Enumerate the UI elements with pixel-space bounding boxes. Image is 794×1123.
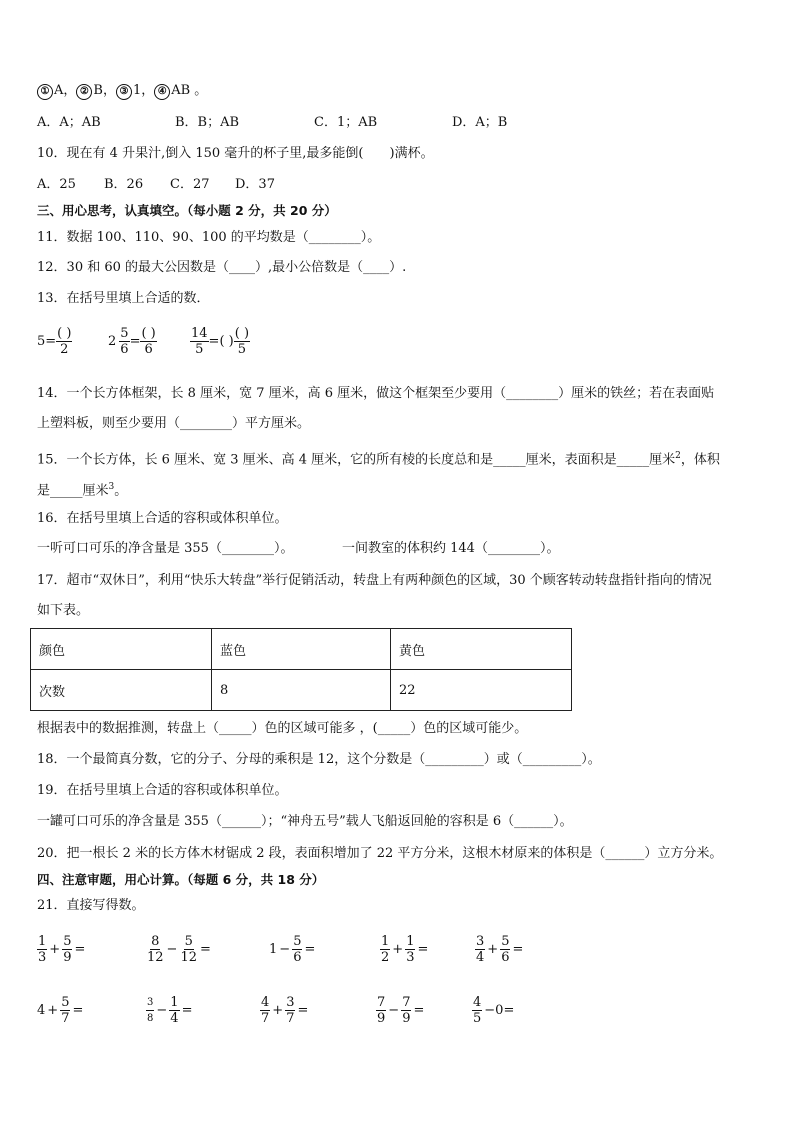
equals: = xyxy=(74,942,86,957)
fraction xyxy=(140,326,156,357)
q21-expr-1 xyxy=(37,934,87,965)
q9-part: 1， xyxy=(132,83,155,98)
superscript: 3 xyxy=(108,482,115,492)
section-4-heading: 四、注意审题，用心计算。（每题 6 分，共 18 分） xyxy=(37,872,325,887)
denominator: 7 xyxy=(261,1011,270,1026)
operator: + xyxy=(487,942,499,957)
q21-expr-10 xyxy=(472,995,516,1026)
q10-text: 10．现在有 4 升果汁,倒入 150 毫升的杯子里,最多能倒( )满杯。 xyxy=(37,146,434,161)
denominator: 9 xyxy=(63,950,72,965)
fraction xyxy=(376,995,386,1026)
q13-text: 13．在括号里填上合适的数． xyxy=(37,291,210,306)
table-row xyxy=(31,629,572,670)
fraction xyxy=(56,326,72,357)
q13-eq-2 xyxy=(108,326,157,357)
fraction xyxy=(179,934,198,965)
fraction xyxy=(285,995,295,1026)
denominator: 12 xyxy=(147,950,164,965)
q21-expr-5 xyxy=(475,934,525,965)
denominator: 4 xyxy=(476,950,485,965)
fraction xyxy=(169,995,179,1026)
equals: = xyxy=(297,1003,309,1018)
q9-option-c[interactable]: C．1；AB xyxy=(314,115,378,130)
equals: = xyxy=(512,942,524,957)
numerator: 7 xyxy=(377,995,386,1010)
operator: + xyxy=(49,942,61,957)
equals: = xyxy=(181,1003,193,1018)
fraction xyxy=(500,934,510,965)
fraction xyxy=(234,326,250,357)
q21-expr-2 xyxy=(146,934,213,965)
numerator: 5 xyxy=(63,934,72,949)
numerator: 4 xyxy=(473,995,482,1010)
q21-expr-7 xyxy=(146,995,194,1026)
q10-option-b[interactable]: B．26 xyxy=(104,177,144,192)
numerator: 7 xyxy=(402,995,411,1010)
numerator: 1 xyxy=(38,934,47,949)
fraction xyxy=(292,934,302,965)
denominator: 7 xyxy=(286,1011,295,1026)
q9-option-a[interactable]: A．A；AB xyxy=(37,115,101,130)
fraction xyxy=(472,995,482,1026)
numerator[interactable]: ( ) xyxy=(234,326,250,341)
operator: − xyxy=(279,942,291,957)
q15-text: 。 xyxy=(114,483,128,499)
whole-number: 4 xyxy=(37,1003,46,1018)
numerator: 5 xyxy=(293,934,302,949)
operator: − xyxy=(166,942,178,957)
numerator: 8 xyxy=(151,934,160,949)
section-3-heading: 三、用心思考，认真填空。（每小题 2 分，共 20 分） xyxy=(37,203,337,218)
table-cell: 8 xyxy=(212,670,391,711)
denominator: 12 xyxy=(180,950,197,965)
q9-stem xyxy=(37,82,207,100)
q21-expr-8 xyxy=(260,995,310,1026)
circled-4: ④ xyxy=(154,84,170,100)
circled-1: ① xyxy=(37,84,53,100)
q16-a: 一听可口可乐的净含量是 355（________）。 xyxy=(37,541,294,556)
numerator: 3 xyxy=(476,934,485,949)
q11-text: 11．数据 100、110、90、100 的平均数是（________）。 xyxy=(37,230,381,245)
blank[interactable]: ( ) xyxy=(219,334,234,349)
q15-line1 xyxy=(37,447,720,469)
fraction xyxy=(475,934,485,965)
equals: = xyxy=(417,942,429,957)
q10-option-c[interactable]: C．27 xyxy=(170,177,210,192)
q17-line2: 如下表。 xyxy=(37,603,90,618)
fraction xyxy=(60,995,70,1026)
q9-part: AB 。 xyxy=(171,83,208,98)
q20-text: 20．把一根长 2 米的长方体木材锯成 2 段，表面积增加了 22 平方分米，这根木材原来的体积是（______）立方分米。 xyxy=(37,846,723,861)
q14-line1: 14．一个长方体框架，长 8 厘米，宽 7 厘米，高 6 厘米，做这个框架至少要用（________）厘米的铁丝；若在表面贴 xyxy=(37,386,715,401)
numerator: 1 xyxy=(381,934,390,949)
denominator: 8 xyxy=(147,1013,154,1024)
operator: + xyxy=(392,942,404,957)
equals: = xyxy=(200,942,211,957)
table-cell: 次数 xyxy=(31,670,212,711)
operator: + xyxy=(272,1003,284,1018)
q17-table xyxy=(30,628,572,711)
numerator: 5 xyxy=(61,995,70,1010)
whole-number: 2 xyxy=(108,334,117,349)
whole-number: 1 xyxy=(269,942,278,957)
fraction xyxy=(146,934,165,965)
fraction xyxy=(146,995,154,1026)
q17-after: 根据表中的数据推测，转盘上（_____）色的区域可能多 ，(_____）色的区域可能少。 xyxy=(37,721,528,736)
numerator: 3 xyxy=(286,995,295,1010)
q21-expr-3 xyxy=(269,934,317,965)
q10-option-d[interactable]: D．37 xyxy=(235,177,275,192)
fraction xyxy=(62,934,72,965)
q15-text: 是_____厘米 xyxy=(37,483,109,499)
denominator: 7 xyxy=(61,1011,70,1026)
table-cell: 黄色 xyxy=(391,629,572,670)
numerator: 5 xyxy=(120,326,129,341)
numerator: 5 xyxy=(501,934,510,949)
table-cell: 22 xyxy=(391,670,572,711)
denominator: 5 xyxy=(473,1011,482,1026)
equals: = xyxy=(304,942,316,957)
operator: − xyxy=(156,1003,168,1018)
q21-expr-9 xyxy=(376,995,426,1026)
denominator: 9 xyxy=(402,1011,411,1026)
q16-text: 16．在括号里填上合适的容积或体积单位。 xyxy=(37,511,288,526)
q10-option-a[interactable]: A．25 xyxy=(37,177,76,192)
fraction xyxy=(380,934,390,965)
q19-text: 19．在括号里填上合适的容积或体积单位。 xyxy=(37,783,288,798)
q9-option-b[interactable]: B．B；AB xyxy=(175,115,240,130)
q17-line1: 17．超市“双休日”，利用“快乐大转盘”举行促销活动，转盘上有两种颜色的区域，30 个顾客转动转盘指针指向的情况 xyxy=(37,573,712,588)
numerator: 14 xyxy=(191,326,208,341)
numerator: 5 xyxy=(184,934,193,949)
denominator: 2 xyxy=(60,342,69,357)
equals: = xyxy=(72,1003,84,1018)
fraction xyxy=(260,995,270,1026)
equals: = xyxy=(413,1003,425,1018)
q13-eq-3 xyxy=(190,326,250,357)
q13-eq-1 xyxy=(37,326,72,357)
denominator: 6 xyxy=(293,950,302,965)
q21-text: 21．直接写得数。 xyxy=(37,898,145,913)
q9-part: A， xyxy=(54,83,77,98)
eq-text: 5= xyxy=(37,334,57,349)
superscript: 2 xyxy=(675,451,681,461)
denominator: 6 xyxy=(501,950,510,965)
table-row xyxy=(31,670,572,711)
denominator: 2 xyxy=(381,950,390,965)
numerator: 1 xyxy=(170,995,179,1010)
denominator: 6 xyxy=(144,342,153,357)
numerator: 1 xyxy=(406,934,415,949)
circled-2: ② xyxy=(76,84,92,100)
denominator: 9 xyxy=(377,1011,386,1026)
operator: + xyxy=(47,1003,59,1018)
table-cell: 蓝色 xyxy=(212,629,391,670)
fraction xyxy=(401,995,411,1026)
denominator: 3 xyxy=(38,950,47,965)
denominator: 6 xyxy=(120,342,129,357)
numerator[interactable]: ( ) xyxy=(141,326,156,341)
q12-text: 12．30 和 60 的最大公因数是（____）,最小公倍数是（____）. xyxy=(37,260,407,275)
circled-3: ③ xyxy=(116,84,132,100)
denominator: 5 xyxy=(195,342,204,357)
q16-b: 一间教室的体积约 144（________）。 xyxy=(342,541,560,556)
q9-part: B， xyxy=(93,83,116,98)
operator: −0= xyxy=(484,1003,515,1018)
table-cell: 颜色 xyxy=(31,629,212,670)
q18-text: 18．一个最简真分数，它的分子、分母的乘积是 12，这个分数是（_________）或（_________）。 xyxy=(37,752,601,767)
operator: − xyxy=(388,1003,400,1018)
fraction xyxy=(405,934,415,965)
q21-expr-4 xyxy=(380,934,430,965)
equals: = xyxy=(129,334,141,349)
fraction xyxy=(119,326,129,357)
q19-a: 一罐可口可乐的净含量是 355（______）；“神舟五号”载人飞船返回舱的容积是 6（______）。 xyxy=(37,814,573,829)
q15-text: ，体积 xyxy=(680,452,720,468)
q15-text: 15．一个长方体，长 6 厘米、宽 3 厘米、高 4 厘米，它的所有棱的长度总和是_____厘米，表面积是_____厘米 xyxy=(37,452,676,468)
denominator: 4 xyxy=(170,1011,179,1026)
numerator[interactable]: ( ) xyxy=(57,326,72,341)
fraction xyxy=(37,934,47,965)
q21-expr-6 xyxy=(37,995,85,1026)
numerator: 4 xyxy=(261,995,270,1010)
q15-line2 xyxy=(37,478,127,500)
denominator: 3 xyxy=(406,950,415,965)
q14-line2: 上塑料板，则至少要用（________）平方厘米。 xyxy=(37,416,311,431)
denominator: 5 xyxy=(237,342,247,357)
q9-option-d[interactable]: D．A；B xyxy=(452,115,508,130)
numerator: 3 xyxy=(146,995,154,1011)
fraction xyxy=(190,326,209,357)
equals: = xyxy=(208,334,220,349)
